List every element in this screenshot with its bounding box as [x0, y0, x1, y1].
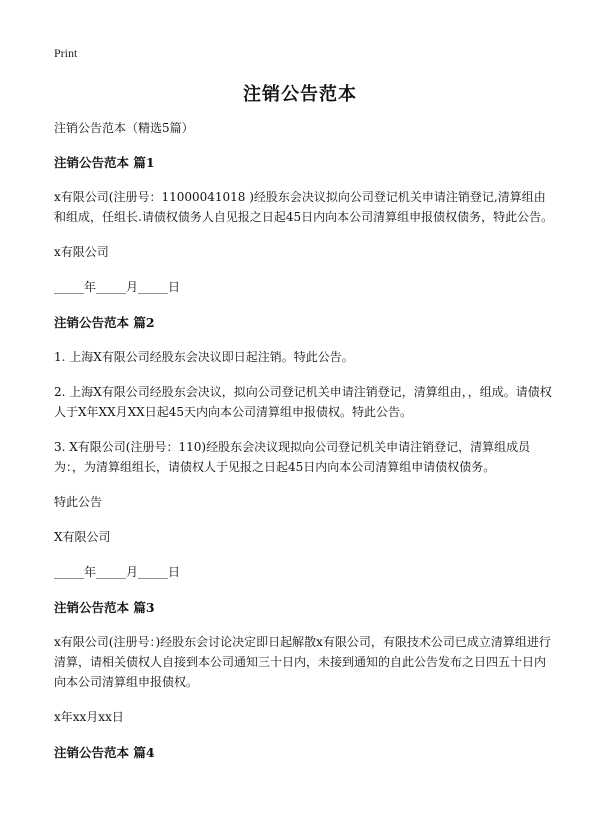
- document-body: [54, 118, 554, 777]
- section-2-item-3: 3. X有限公司(注册号：110)经股东会决议现拟向公司登记机关申请注销登记，清算组成员为：，为清算组组长，请债权人于见报之日起45日内向本公司清算组申请债权债务。: [54, 440, 531, 474]
- section-2-closing: 特此公告: [54, 495, 103, 509]
- section-heading-2: 注销公告范本 篇2: [54, 315, 155, 330]
- section-2-date-line: _____年_____月_____日: [54, 565, 181, 579]
- section-3-date-line: x年xx月xx日: [54, 710, 124, 724]
- section-heading-3: 注销公告范本 篇3: [54, 600, 155, 615]
- section-3-paragraph-1: x有限公司(注册号：)经股东会讨论决定即日起解散x有限公司，有限技术公司已成立清算组进行清算，请相关债权人自接到本公司通知三十日内，未接到通知的自此公告发布之日四五十日内向本公司清算组申报债权。: [54, 635, 551, 689]
- section-2-company-signature: X有限公司: [54, 530, 111, 544]
- document-subtitle: 注销公告范本（精选5篇）: [54, 121, 194, 135]
- section-1-company-signature: x有限公司: [54, 245, 109, 259]
- section-2-item-1: 1. 上海X有限公司经股东会决议即日起注销。特此公告。: [54, 350, 354, 364]
- print-link[interactable]: Print: [54, 46, 78, 60]
- section-1-date-line: _____年_____月_____日: [54, 280, 181, 294]
- section-heading-1: 注销公告范本 篇1: [54, 155, 155, 170]
- section-2-item-2: 2. 上海X有限公司经股东会决议，拟向公司登记机关申请注销登记，清算组由，，组成。请债权人于X年XX月XX日起45天内向本公司清算组申报债权。特此公告。: [54, 385, 552, 419]
- section-1-paragraph-1: x有限公司(注册号：11000041018 )经股东会决议拟向公司登记机关申请注销登记,清算组由和组成，任组长.请债权债务人自见报之日起45日内向本公司清算组申报债权债务，特此公告。: [54, 190, 554, 224]
- document-title: 注销公告范本: [243, 84, 357, 105]
- section-heading-4: 注销公告范本 篇4: [54, 745, 155, 760]
